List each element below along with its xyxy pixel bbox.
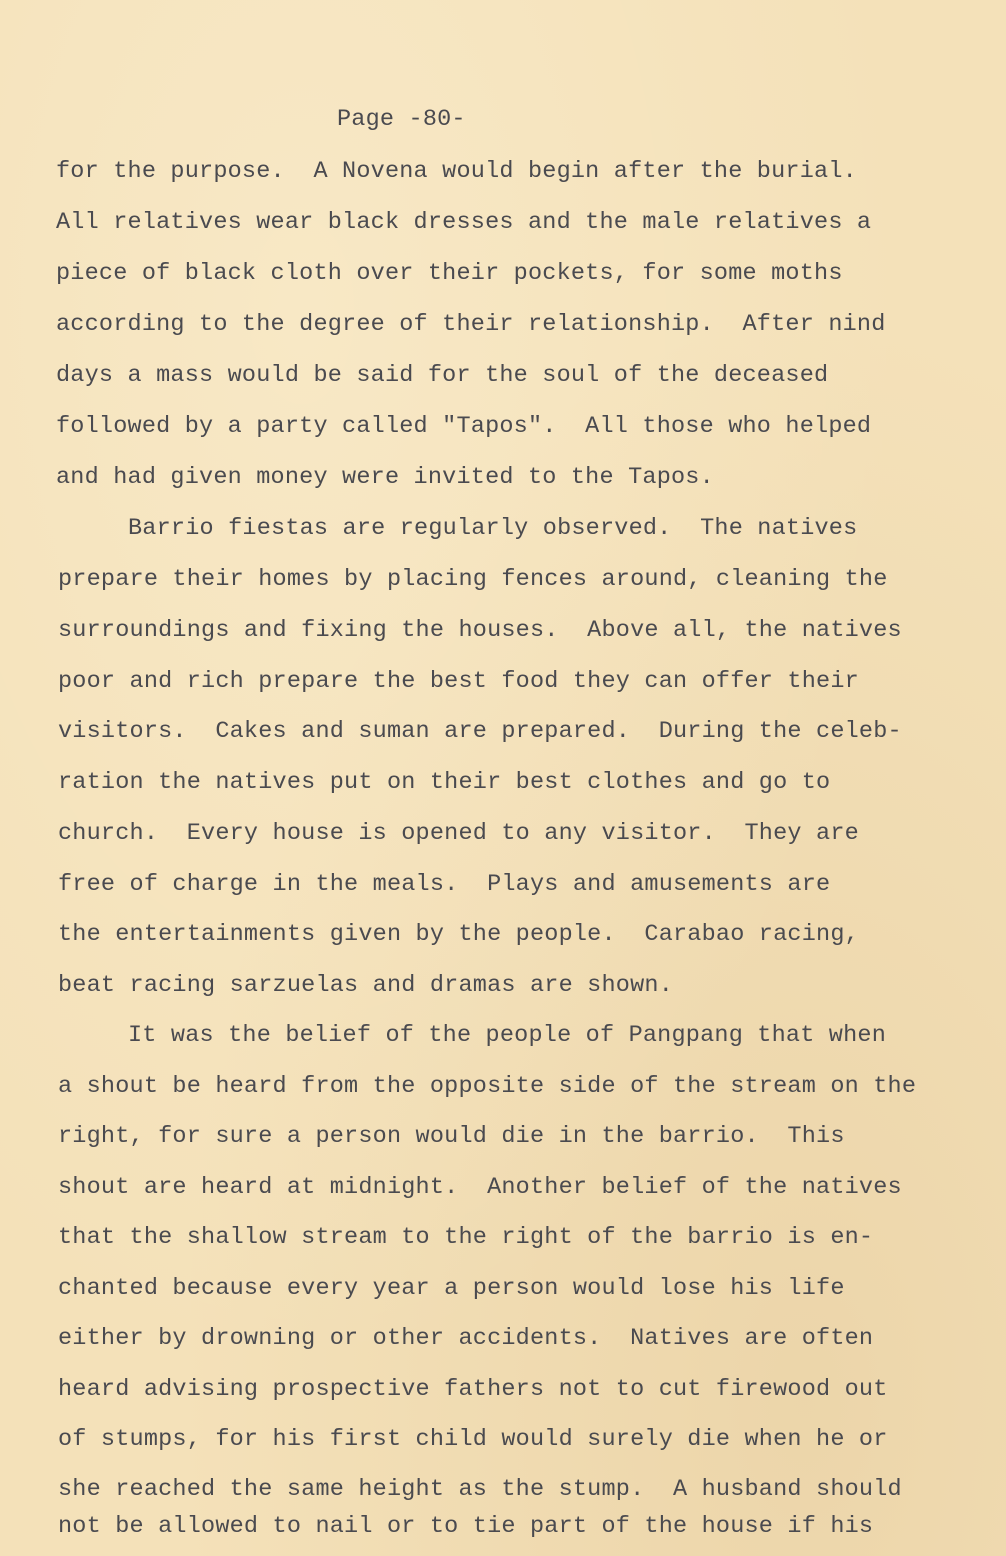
text-line: poor and rich prepare the best food they can offer their: [58, 668, 859, 695]
text-line: beat racing sarzuelas and dramas are shown.: [58, 972, 673, 999]
text-line: chanted because every year a person would lose his life: [58, 1275, 845, 1302]
paragraph-first-line: It was the belief of the people of Pangpang that when: [128, 1022, 887, 1049]
text-line: days a mass would be said for the soul of the deceased: [56, 362, 829, 389]
text-line: church. Every house is opened to any visitor. They are: [58, 820, 859, 847]
text-line: followed by a party called "Tapos". All those who helped: [56, 413, 872, 440]
text-line: right, for sure a person would die in the barrio. This: [58, 1123, 845, 1150]
page-number: Page -80-: [337, 106, 466, 133]
text-line: ration the natives put on their best clothes and go to: [58, 769, 831, 796]
text-line: piece of black cloth over their pockets, for some moths: [56, 260, 843, 287]
text-line: prepare their homes by placing fences around, cleaning the: [58, 566, 888, 593]
text-line: she reached the same height as the stump. A husband should: [58, 1476, 902, 1503]
text-line: the entertainments given by the people. Carabao racing,: [58, 921, 859, 948]
text-line: and had given money were invited to the Tapos.: [56, 464, 714, 491]
text-line: not be allowed to nail or to tie part of the house if his: [58, 1513, 874, 1540]
paragraph-first-line: Barrio fiestas are regularly observed. The natives: [128, 515, 858, 542]
text-line: heard advising prospective fathers not to cut firewood out: [58, 1376, 888, 1403]
text-line: that the shallow stream to the right of the barrio is en-: [58, 1224, 874, 1251]
text-line: visitors. Cakes and suman are prepared. During the celeb-: [58, 718, 902, 745]
text-line: All relatives wear black dresses and the male relatives a: [56, 209, 872, 236]
text-line: either by drowning or other accidents. Natives are often: [58, 1325, 874, 1352]
text-line: free of charge in the meals. Plays and amusements are: [58, 871, 831, 898]
text-line: of stumps, for his first child would surely die when he or: [58, 1426, 888, 1453]
text-line: according to the degree of their relationship. After nind: [56, 311, 886, 338]
text-line: a shout be heard from the opposite side of the stream on the: [58, 1073, 917, 1100]
text-line: shout are heard at midnight. Another belief of the natives: [58, 1174, 902, 1201]
text-line: surroundings and fixing the houses. Above all, the natives: [58, 617, 902, 644]
text-line: for the purpose. A Novena would begin after the burial.: [56, 158, 857, 185]
